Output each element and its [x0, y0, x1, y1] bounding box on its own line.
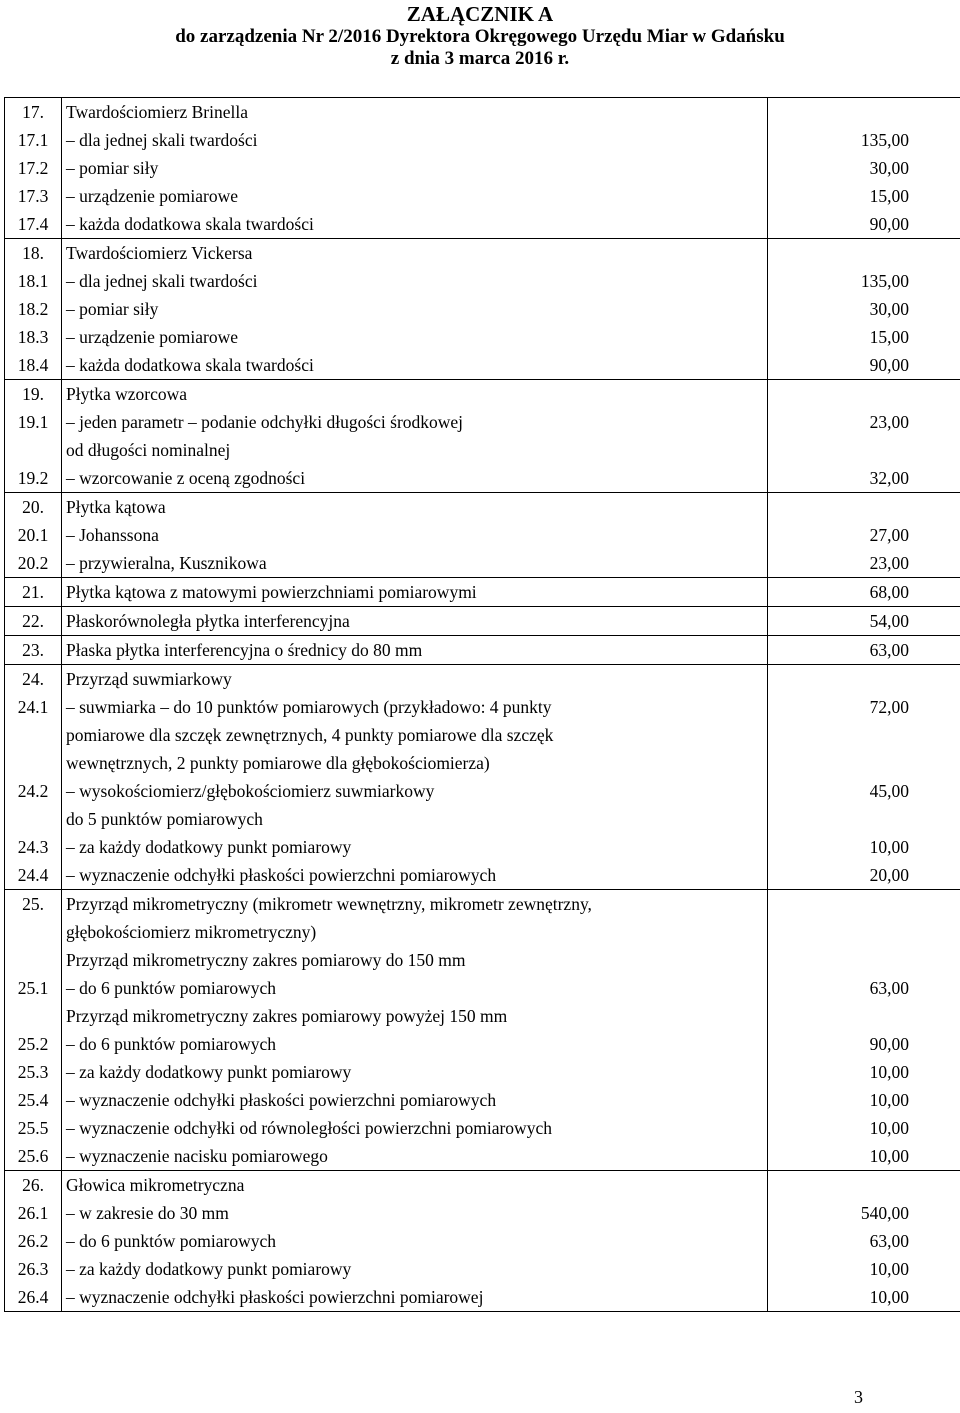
- desc-line: – pomiar siły: [66, 158, 159, 178]
- num-line: 26.1: [17, 1203, 49, 1223]
- price-line: [768, 805, 960, 833]
- num-line: 18.2: [17, 299, 49, 319]
- desc-cell: [62, 98, 768, 239]
- num-cell: [5, 665, 62, 890]
- price-line: 10,00: [869, 1118, 909, 1138]
- num-line: 25.1: [17, 978, 49, 998]
- desc-line: wewnętrznych, 2 punkty pomiarowe dla głębokościomierza): [66, 753, 490, 773]
- num-cell: [5, 890, 62, 1171]
- price-line: 10,00: [869, 1062, 909, 1082]
- price-line: [768, 721, 960, 749]
- price-line: 63,00: [869, 640, 909, 660]
- desc-cell: [62, 493, 768, 578]
- desc-line: – do 6 punktów pomiarowych: [66, 1034, 276, 1054]
- desc-line: Płytka kątowa z matowymi powierzchniami pomiarowymi: [66, 582, 477, 602]
- price-cell: [768, 98, 960, 239]
- table-row: [5, 607, 960, 636]
- desc-line: Przyrząd mikrometryczny zakres pomiarowy powyżej 150 mm: [66, 1006, 508, 1026]
- price-line: 10,00: [869, 1287, 909, 1307]
- price-line: 72,00: [869, 697, 909, 717]
- price-line: [768, 1002, 960, 1030]
- num-line: 17.2: [17, 158, 49, 178]
- num-line: 26.4: [17, 1287, 49, 1307]
- num-line: 26.3: [17, 1259, 49, 1279]
- num-line: 22.: [22, 611, 44, 631]
- price-line: [768, 749, 960, 777]
- price-line: 32,00: [869, 468, 909, 488]
- num-line: 18.3: [17, 327, 49, 347]
- price-line: [768, 380, 960, 408]
- price-line: [768, 436, 960, 464]
- price-table-body: [5, 98, 960, 1312]
- price-line: 540,00: [860, 1203, 909, 1223]
- num-line: 26.2: [17, 1231, 49, 1251]
- desc-cell: [62, 607, 768, 636]
- desc-line: – do 6 punktów pomiarowych: [66, 1231, 276, 1251]
- num-cell: [5, 1171, 62, 1312]
- desc-line: od długości nominalnej: [66, 440, 231, 460]
- num-line: 25.6: [17, 1146, 49, 1166]
- desc-line: Przyrząd mikrometryczny zakres pomiarowy do 150 mm: [66, 950, 466, 970]
- num-cell: [5, 380, 62, 493]
- num-line: 24.3: [17, 837, 49, 857]
- desc-line: – wysokościomierz/głębokościomierz suwmiarkowy: [66, 781, 435, 801]
- document-header: [0, 2, 960, 70]
- desc-cell: [62, 578, 768, 607]
- desc-line: – przywieralna, Kusznikowa: [66, 553, 267, 573]
- num-line: [5, 805, 61, 833]
- desc-line: – wzorcowanie z oceną zgodności: [66, 468, 306, 488]
- price-cell: [768, 1171, 960, 1312]
- price-line: 90,00: [869, 1034, 909, 1054]
- desc-line: – wyznaczenie nacisku pomiarowego: [66, 1146, 328, 1166]
- num-cell: [5, 636, 62, 665]
- desc-line: pomiarowe dla szczęk zewnętrznych, 4 punkty pomiarowe dla szczęk: [66, 725, 554, 745]
- num-line: 25.5: [17, 1118, 49, 1138]
- desc-cell: [62, 665, 768, 890]
- num-line: 24.4: [17, 865, 49, 885]
- num-line: 24.2: [17, 781, 49, 801]
- table-row: [5, 239, 960, 380]
- desc-line: – za każdy dodatkowy punkt pomiarowy: [66, 837, 352, 857]
- price-cell: [768, 665, 960, 890]
- price-line: 30,00: [869, 158, 909, 178]
- desc-line: – każda dodatkowa skala twardości: [66, 214, 314, 234]
- num-line: 26.: [22, 1175, 44, 1195]
- num-line: 20.: [22, 497, 44, 517]
- price-line: 10,00: [869, 837, 909, 857]
- price-line: 23,00: [869, 553, 909, 573]
- price-line: 135,00: [860, 271, 909, 291]
- desc-line: – dla jednej skali twardości: [66, 130, 258, 150]
- num-cell: [5, 239, 62, 380]
- table-row: [5, 493, 960, 578]
- price-line: 10,00: [869, 1259, 909, 1279]
- table-row: [5, 1171, 960, 1312]
- desc-line: – suwmiarka – do 10 punktów pomiarowych (przykładowo: 4 punkty: [66, 697, 552, 717]
- page-number: 3: [854, 1387, 863, 1407]
- desc-line: – do 6 punktów pomiarowych: [66, 978, 276, 998]
- num-line: 25.2: [17, 1034, 49, 1054]
- price-line: 23,00: [869, 412, 909, 432]
- num-line: 25.: [22, 894, 44, 914]
- num-line: 20.2: [17, 553, 49, 573]
- price-line: [768, 890, 960, 918]
- desc-line: głębokościomierz mikrometryczny): [66, 922, 317, 942]
- num-line: [5, 946, 61, 974]
- price-line: [768, 98, 960, 126]
- price-line: 30,00: [869, 299, 909, 319]
- price-line: 54,00: [869, 611, 909, 631]
- price-cell: [768, 493, 960, 578]
- desc-line: – wyznaczenie odchyłki płaskości powierzchni pomiarowych: [66, 1090, 497, 1110]
- desc-line: Przyrząd mikrometryczny (mikrometr wewnętrzny, mikrometr zewnętrzny,: [66, 894, 592, 914]
- num-cell: [5, 578, 62, 607]
- price-cell: [768, 607, 960, 636]
- desc-line: – urządzenie pomiarowe: [66, 186, 239, 206]
- price-line: 10,00: [869, 1090, 909, 1110]
- table-row: [5, 380, 960, 493]
- num-line: 23.: [22, 640, 44, 660]
- num-line: [5, 918, 61, 946]
- desc-line: – w zakresie do 30 mm: [66, 1203, 229, 1223]
- price-line: 10,00: [869, 1146, 909, 1166]
- desc-line: Przyrząd suwmiarkowy: [66, 669, 232, 689]
- num-line: 17.1: [17, 130, 49, 150]
- desc-line: – urządzenie pomiarowe: [66, 327, 239, 347]
- annex-title: ZAŁĄCZNIK A: [406, 2, 554, 26]
- num-line: 19.2: [17, 468, 49, 488]
- price-line: 68,00: [869, 582, 909, 602]
- desc-line: – dla jednej skali twardości: [66, 271, 258, 291]
- desc-line: – za każdy dodatkowy punkt pomiarowy: [66, 1062, 352, 1082]
- num-line: 24.1: [17, 697, 49, 717]
- desc-line: – wyznaczenie odchyłki od równoległości powierzchni pomiarowych: [66, 1118, 552, 1138]
- num-line: [5, 721, 61, 749]
- price-line: 15,00: [869, 327, 909, 347]
- desc-line: Twardościomierz Brinella: [66, 102, 248, 122]
- num-line: [5, 436, 61, 464]
- num-line: 17.4: [17, 214, 49, 234]
- desc-line: – każda dodatkowa skala twardości: [66, 355, 314, 375]
- num-line: 21.: [22, 582, 44, 602]
- desc-line: – za każdy dodatkowy punkt pomiarowy: [66, 1259, 352, 1279]
- desc-line: – Johanssona: [66, 525, 159, 545]
- price-line: 20,00: [869, 865, 909, 885]
- num-line: 19.: [22, 384, 44, 404]
- desc-line: Płaska płytka interferencyjna o średnicy do 80 mm: [66, 640, 423, 660]
- num-line: 18.4: [17, 355, 49, 375]
- num-line: 18.: [22, 243, 44, 263]
- price-table: [4, 97, 960, 1312]
- desc-line: do 5 punktów pomiarowych: [66, 809, 263, 829]
- num-line: 24.: [22, 669, 44, 689]
- table-row: [5, 636, 960, 665]
- desc-line: – wyznaczenie odchyłki płaskości powierzchni pomiarowych: [66, 865, 497, 885]
- num-line: 25.3: [17, 1062, 49, 1082]
- num-cell: [5, 493, 62, 578]
- num-cell: [5, 98, 62, 239]
- price-line: 135,00: [860, 130, 909, 150]
- num-cell: [5, 607, 62, 636]
- num-line: 19.1: [17, 412, 49, 432]
- num-line: 20.1: [17, 525, 49, 545]
- price-line: 45,00: [869, 781, 909, 801]
- table-row: [5, 578, 960, 607]
- desc-line: – pomiar siły: [66, 299, 159, 319]
- num-line: 17.3: [17, 186, 49, 206]
- price-line: [768, 239, 960, 267]
- price-line: 90,00: [869, 214, 909, 234]
- desc-line: Płaskorównoległa płytka interferencyjna: [66, 611, 350, 631]
- desc-line: Głowica mikrometryczna: [66, 1175, 245, 1195]
- price-line: 90,00: [869, 355, 909, 375]
- price-line: 15,00: [869, 186, 909, 206]
- price-cell: [768, 380, 960, 493]
- price-line: [768, 665, 960, 693]
- desc-cell: [62, 239, 768, 380]
- desc-line: Twardościomierz Vickersa: [66, 243, 253, 263]
- num-line: [5, 749, 61, 777]
- table-row: [5, 665, 960, 890]
- price-cell: [768, 890, 960, 1171]
- desc-line: – wyznaczenie odchyłki płaskości powierzchni pomiarowej: [66, 1287, 484, 1307]
- price-cell: [768, 239, 960, 380]
- price-cell: [768, 578, 960, 607]
- desc-line: Płytka wzorcowa: [66, 384, 188, 404]
- table-row: [5, 890, 960, 1171]
- desc-cell: [62, 636, 768, 665]
- price-line: [768, 1171, 960, 1199]
- desc-line: Płytka kątowa: [66, 497, 166, 517]
- annex-date: z dnia 3 marca 2016 r.: [390, 48, 570, 69]
- table-row: [5, 98, 960, 239]
- price-cell: [768, 636, 960, 665]
- desc-line: – jeden parametr – podanie odchyłki długości środkowej: [66, 412, 464, 432]
- price-line: [768, 493, 960, 521]
- price-line: [768, 918, 960, 946]
- num-line: [5, 1002, 61, 1030]
- num-line: 17.: [22, 102, 44, 122]
- desc-cell: [62, 890, 768, 1171]
- num-line: 18.1: [17, 271, 49, 291]
- annex-subtitle: do zarządzenia Nr 2/2016 Dyrektora Okręgowego Urzędu Miar w Gdańsku: [175, 26, 785, 47]
- desc-cell: [62, 1171, 768, 1312]
- price-line: 27,00: [869, 525, 909, 545]
- price-line: [768, 946, 960, 974]
- price-line: 63,00: [869, 978, 909, 998]
- price-line: 63,00: [869, 1231, 909, 1251]
- num-line: 25.4: [17, 1090, 49, 1110]
- desc-cell: [62, 380, 768, 493]
